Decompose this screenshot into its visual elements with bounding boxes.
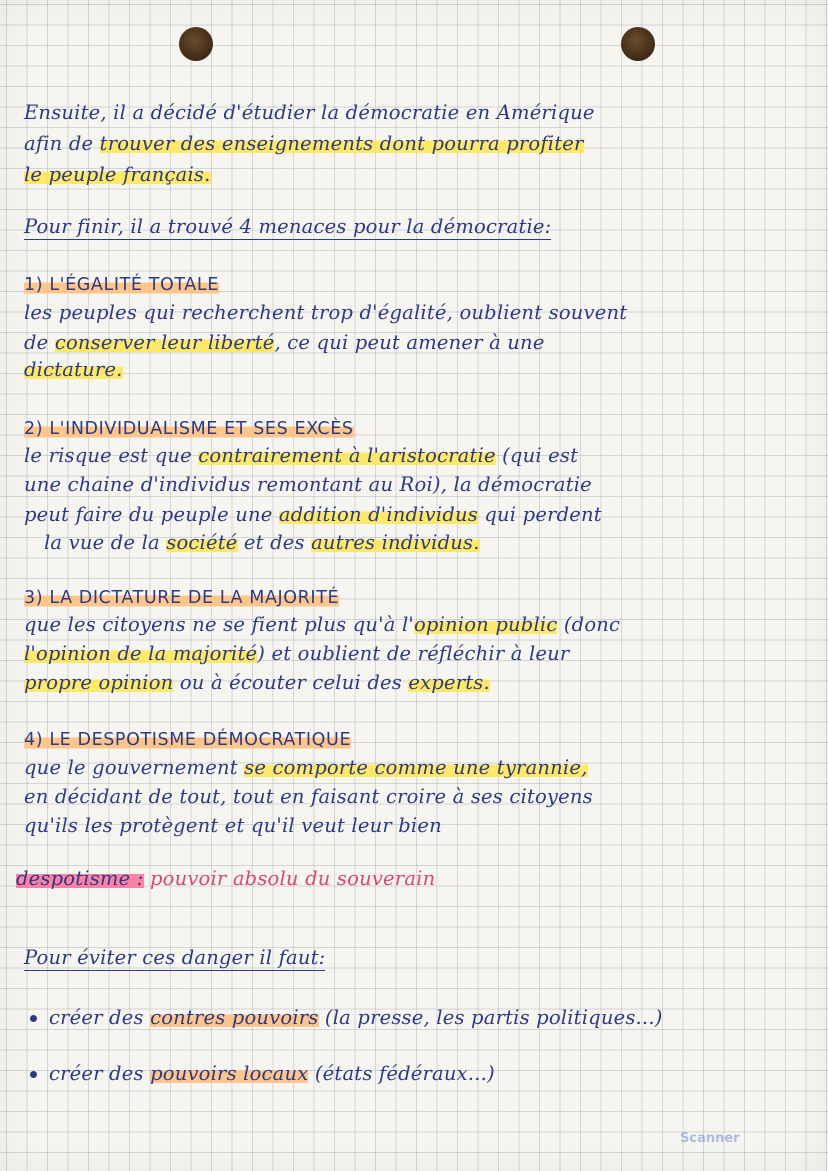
menace-4-line-1: que le gouvernement se comporte comme une tyrannie, (24, 756, 588, 779)
definition-term: despotisme : (16, 867, 144, 890)
intro-line-1: Ensuite, il a décidé d'étudier la démocratie en Amérique (24, 101, 595, 124)
menace-3-line-2: l'opinion de la majorité) et oublient de réfléchir à leur (24, 642, 570, 665)
scanner-watermark: Scanner (680, 1131, 740, 1146)
binder-hole-left (179, 27, 213, 61)
definition-line (16, 866, 435, 892)
menace-2-line-4: la vue de la société et des autres individus. (44, 531, 480, 554)
menace-2-line-1: le risque est que contrairement à l'aristocratie (qui est (24, 444, 579, 467)
menace-3-line-1: que les citoyens ne se fient plus qu'à l'opinion public (donc (24, 613, 621, 636)
menace-3-line-3: propre opinion ou à écouter celui des experts. (24, 671, 490, 694)
bullet-icon (30, 1015, 37, 1022)
solution-item-1: créer des contres pouvoirs (la presse, les partis politiques...) (30, 1005, 663, 1031)
intro-line-3: le peuple français. (24, 163, 211, 186)
menace-4-line-2: en décidant de tout, tout en faisant croire à ses citoyens (24, 785, 593, 808)
definition-meaning: pouvoir absolu du souverain (143, 867, 436, 890)
menace-2-title: 2) L'INDIVIDUALISME ET SES EXCÈS (24, 419, 354, 439)
menace-4-title: 4) LE DESPOTISME DÉMOCRATIQUE (24, 730, 352, 750)
solution-item-2: créer des pouvoirs locaux (états fédéraux...) (30, 1061, 495, 1087)
menace-1-line-2: de conserver leur liberté, ce qui peut amener à une (24, 331, 545, 354)
menace-2-line-3: peut faire du peuple une addition d'individus qui perdent (24, 503, 602, 526)
menace-4-line-3: qu'ils les protègent et qu'il veut leur bien (24, 814, 442, 837)
menace-3-title: 3) LA DICTATURE DE LA MAJORITÉ (24, 588, 340, 608)
menace-1-line-3: dictature. (24, 358, 123, 381)
menaces-heading: Pour finir, il a trouvé 4 menaces pour la démocratie: (24, 215, 552, 238)
binder-hole-right (621, 27, 655, 61)
solutions-heading: Pour éviter ces danger il faut: (24, 946, 326, 969)
menace-1-line-1: les peuples qui recherchent trop d'égalité, oublient souvent (24, 301, 628, 324)
menace-2-line-2: une chaine d'individus remontant au Roi), la démocratie (24, 473, 592, 496)
menace-1-title: 1) L'ÉGALITÉ TOTALE (24, 275, 219, 295)
intro-line-2: afin de trouver des enseignements dont pourra profiter (24, 132, 584, 155)
bullet-icon (30, 1071, 37, 1078)
